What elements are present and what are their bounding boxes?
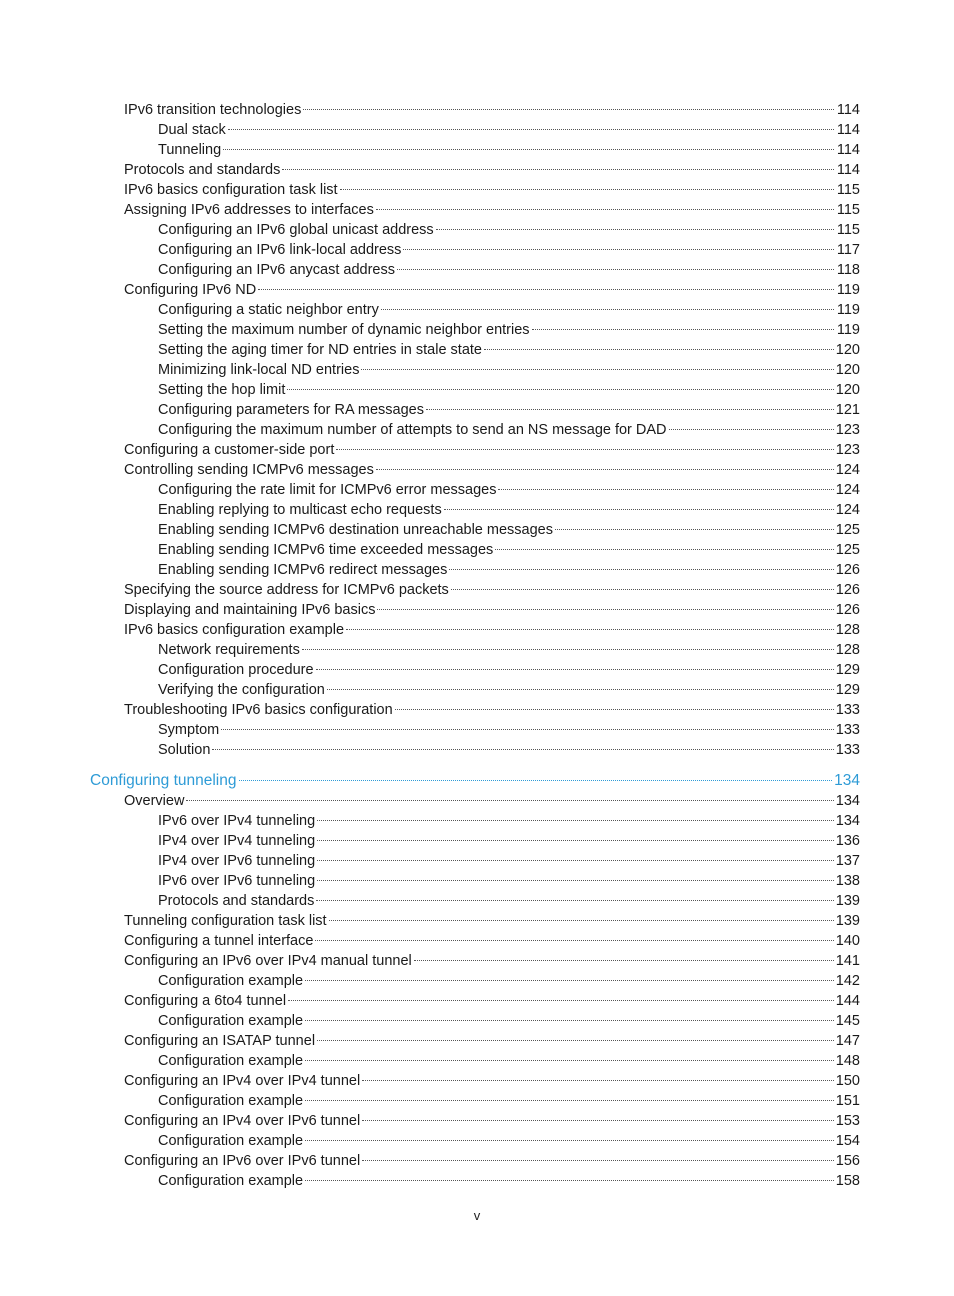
dot-leader (305, 1100, 834, 1101)
toc-entry-title: Configuration example (158, 1053, 304, 1069)
dot-leader (414, 960, 834, 961)
toc-entry-page: 125 (835, 522, 860, 538)
toc-entry-page: 142 (835, 973, 860, 989)
dot-leader (436, 229, 834, 230)
dot-leader (329, 920, 834, 921)
dot-leader (317, 820, 834, 821)
dot-leader (395, 709, 834, 710)
toc-entry[interactable] (0, 260, 954, 280)
toc-entry[interactable] (0, 1031, 954, 1051)
toc-entry-title: Troubleshooting IPv6 basics configuration (124, 702, 393, 718)
toc-entry[interactable] (0, 1011, 954, 1031)
toc-entry-page: 151 (835, 1093, 860, 1109)
toc-entry-title: Overview (124, 793, 185, 809)
dot-leader (212, 749, 833, 750)
page-number-footer: v (473, 1208, 481, 1223)
toc-entry[interactable] (0, 740, 954, 760)
toc-entry-page: 115 (836, 202, 860, 218)
toc-entry[interactable] (0, 200, 954, 220)
toc-entry-title: Configuring a tunnel interface (124, 933, 314, 949)
toc-entry-page: 129 (835, 662, 860, 678)
toc-entry[interactable] (0, 520, 954, 540)
toc-entry[interactable] (0, 360, 954, 380)
dot-leader (451, 589, 834, 590)
dot-leader (397, 269, 834, 270)
dot-leader (498, 489, 833, 490)
toc-entry-title: Displaying and maintaining IPv6 basics (124, 602, 376, 618)
dot-leader (377, 609, 833, 610)
toc-entry-title: Setting the maximum number of dynamic neighbor entries (158, 322, 530, 338)
toc-entry[interactable] (0, 811, 954, 831)
dot-leader (484, 349, 834, 350)
toc-entry[interactable] (0, 500, 954, 520)
toc-entry-page: 120 (835, 382, 860, 398)
toc-entry-page: 133 (835, 722, 860, 738)
dot-leader (305, 1020, 834, 1021)
toc-entry-title: Tunneling (158, 142, 222, 158)
toc-entry-title: Configuring an IPv4 over IPv4 tunnel (124, 1073, 361, 1089)
toc-entry-page: 134 (835, 813, 860, 829)
dot-leader (239, 780, 833, 781)
toc-entry[interactable] (0, 660, 954, 680)
toc-entry-page: 115 (836, 182, 860, 198)
dot-leader (340, 189, 834, 190)
dot-leader (317, 840, 834, 841)
toc-entry[interactable] (0, 640, 954, 660)
toc-entry[interactable] (0, 580, 954, 600)
toc-entry[interactable] (0, 891, 954, 911)
toc-entry-page: 125 (835, 542, 860, 558)
toc-entry-page: 124 (835, 482, 860, 498)
toc-entry-page: 117 (836, 242, 860, 258)
toc-entry-page: 123 (835, 442, 860, 458)
toc-entry-page: 145 (835, 1013, 860, 1029)
toc-entry-title: Configuration example (158, 1093, 304, 1109)
toc-entry[interactable] (0, 620, 954, 640)
toc-entry[interactable] (0, 280, 954, 300)
toc-entry[interactable] (0, 851, 954, 871)
toc-entry-title: IPv6 over IPv4 tunneling (158, 813, 316, 829)
toc-entry[interactable] (0, 600, 954, 620)
toc-entry-page: 128 (835, 642, 860, 658)
toc-entry-page: 119 (836, 322, 860, 338)
toc-entry-page: 128 (835, 622, 860, 638)
toc-entry-title: Setting the hop limit (158, 382, 286, 398)
dot-leader (303, 109, 834, 110)
toc-entry-title: Configuring tunneling (90, 772, 237, 789)
dot-leader (495, 549, 833, 550)
dot-leader (362, 1080, 834, 1081)
dot-leader (228, 129, 834, 130)
dot-leader (287, 389, 833, 390)
toc-entry-page: 119 (836, 302, 860, 318)
toc-entry-page: 114 (836, 102, 860, 118)
toc-entry-title: IPv4 over IPv6 tunneling (158, 853, 316, 869)
dot-leader (669, 429, 834, 430)
toc-entry-page: 141 (835, 953, 860, 969)
dot-leader (426, 409, 834, 410)
toc-entry-page: 115 (836, 222, 860, 238)
toc-entry-title: Configuring a customer-side port (124, 442, 335, 458)
toc-entry-page: 158 (835, 1173, 860, 1189)
dot-leader (327, 689, 834, 690)
toc-entry-page: 137 (835, 853, 860, 869)
toc-entry-title: IPv6 basics configuration task list (124, 182, 338, 198)
toc-entry[interactable] (0, 120, 954, 140)
toc-entry-page: 126 (835, 562, 860, 578)
toc-entry[interactable] (0, 1071, 954, 1091)
toc-entry-title: Assigning IPv6 addresses to interfaces (124, 202, 374, 218)
toc-entry-page: 129 (835, 682, 860, 698)
toc-entry[interactable] (0, 700, 954, 720)
toc-entry[interactable] (0, 991, 954, 1011)
dot-leader (555, 529, 834, 530)
dot-leader (305, 1180, 834, 1181)
dot-leader (403, 249, 834, 250)
toc-entry[interactable] (0, 951, 954, 971)
toc-entry-title: Configuring an ISATAP tunnel (124, 1033, 316, 1049)
dot-leader (362, 1120, 834, 1121)
toc-entry[interactable] (0, 911, 954, 931)
toc-entry-page: 139 (835, 913, 860, 929)
dot-leader (316, 669, 834, 670)
dot-leader (317, 880, 834, 881)
toc-entry-title: Network requirements (158, 642, 300, 658)
toc-entry-title: Enabling sending ICMPv6 destination unreachable messages (158, 522, 553, 538)
toc-entry[interactable] (0, 100, 954, 120)
toc-entry[interactable] (0, 240, 954, 260)
dot-leader (532, 329, 834, 330)
toc-entry[interactable] (0, 1111, 954, 1131)
toc-entry-title: Configuring an IPv6 over IPv4 manual tunnel (124, 953, 412, 969)
toc-entry-page: 121 (835, 402, 860, 418)
toc-entry-page: 123 (835, 422, 860, 438)
toc-entry-title: Configuration example (158, 973, 304, 989)
toc-entry-title: Configuring IPv6 ND (124, 282, 257, 298)
dot-leader (376, 469, 834, 470)
toc-entry[interactable] (0, 180, 954, 200)
toc-entry-page: 144 (835, 993, 860, 1009)
toc-entry-title: Specifying the source address for ICMPv6 packets (124, 582, 449, 598)
toc-entry-page: 139 (835, 893, 860, 909)
toc-entry[interactable] (0, 871, 954, 891)
toc-entry-page: 136 (835, 833, 860, 849)
toc-entry-page: 124 (835, 462, 860, 478)
toc-entry-page: 150 (835, 1073, 860, 1089)
toc-entry-title: Configuring an IPv6 link-local address (158, 242, 402, 258)
toc-entry-page: 133 (835, 702, 860, 718)
toc-entry-page: 148 (835, 1053, 860, 1069)
toc-entry-page: 120 (835, 342, 860, 358)
dot-leader (288, 1000, 834, 1001)
toc-entry-title: Configuration procedure (158, 662, 314, 678)
toc-entry-title: Configuration example (158, 1013, 304, 1029)
toc-entry-title: Configuring the rate limit for ICMPv6 error messages (158, 482, 497, 498)
dot-leader (223, 149, 834, 150)
toc-entry-title: Configuring an IPv4 over IPv6 tunnel (124, 1113, 361, 1129)
toc-entry-title: IPv4 over IPv4 tunneling (158, 833, 316, 849)
table-of-contents (0, 100, 954, 1191)
toc-entry-page: 114 (836, 142, 860, 158)
dot-leader (305, 1060, 834, 1061)
toc-entry-page: 153 (835, 1113, 860, 1129)
dot-leader (316, 900, 833, 901)
toc-entry[interactable] (0, 540, 954, 560)
toc-entry-page: 134 (835, 793, 860, 809)
toc-entry-page: 154 (835, 1133, 860, 1149)
toc-entry[interactable] (0, 320, 954, 340)
toc-entry[interactable] (0, 300, 954, 320)
toc-entry-page: 156 (835, 1153, 860, 1169)
toc-entry-title: Protocols and standards (124, 162, 281, 178)
toc-entry-title: IPv6 transition technologies (124, 102, 302, 118)
toc-entry[interactable] (0, 1131, 954, 1151)
dot-leader (258, 289, 834, 290)
dot-leader (361, 369, 833, 370)
dot-leader (282, 169, 834, 170)
toc-entry[interactable] (0, 140, 954, 160)
toc-entry-title: Dual stack (158, 122, 226, 138)
dot-leader (186, 800, 833, 801)
toc-entry-page: 114 (836, 122, 860, 138)
toc-entry-title: Minimizing link-local ND entries (158, 362, 360, 378)
dot-leader (346, 629, 834, 630)
toc-entry[interactable] (0, 931, 954, 951)
toc-entry[interactable] (0, 220, 954, 240)
toc-entry[interactable] (0, 560, 954, 580)
toc-entry[interactable] (0, 680, 954, 700)
toc-entry[interactable] (0, 380, 954, 400)
toc-entry[interactable] (0, 971, 954, 991)
toc-entry-title: Setting the aging timer for ND entries in stale state (158, 342, 482, 358)
toc-entry-title: Configuration example (158, 1173, 304, 1189)
toc-entry[interactable] (0, 480, 954, 500)
dot-leader (317, 1040, 834, 1041)
toc-entry-title: Configuring an IPv6 over IPv6 tunnel (124, 1153, 361, 1169)
toc-entry-page: 114 (836, 162, 860, 178)
toc-entry[interactable] (0, 440, 954, 460)
toc-entry-title: Tunneling configuration task list (124, 913, 327, 929)
toc-entry-title: IPv6 basics configuration example (124, 622, 345, 638)
toc-chapter-entry[interactable] (0, 770, 954, 791)
dot-leader (302, 649, 834, 650)
dot-leader (315, 940, 833, 941)
toc-entry[interactable] (0, 400, 954, 420)
toc-entry-page: 126 (835, 582, 860, 598)
toc-entry-title: Configuring a 6to4 tunnel (124, 993, 287, 1009)
toc-entry-title: Configuring parameters for RA messages (158, 402, 424, 418)
toc-entry-title: Configuration example (158, 1133, 304, 1149)
toc-entry-title: Configuring an IPv6 global unicast address (158, 222, 434, 238)
toc-entry[interactable] (0, 720, 954, 740)
dot-leader (305, 1140, 834, 1141)
toc-entry-page: 147 (835, 1033, 860, 1049)
toc-entry[interactable] (0, 1151, 954, 1171)
toc-entry-page: 134 (834, 772, 860, 789)
dot-leader (317, 860, 834, 861)
toc-entry[interactable] (0, 160, 954, 180)
toc-entry[interactable] (0, 791, 954, 811)
toc-entry-title: Verifying the configuration (158, 682, 325, 698)
toc-entry-page: 138 (835, 873, 860, 889)
toc-entry-page: 124 (835, 502, 860, 518)
dot-leader (336, 449, 833, 450)
toc-entry-title: IPv6 over IPv6 tunneling (158, 873, 316, 889)
toc-entry-title: Controlling sending ICMPv6 messages (124, 462, 374, 478)
toc-entry-page: 126 (835, 602, 860, 618)
dot-leader (449, 569, 833, 570)
toc-entry-title: Protocols and standards (158, 893, 315, 909)
toc-entry-title: Solution (158, 742, 211, 758)
toc-entry-page: 133 (835, 742, 860, 758)
toc-entry[interactable] (0, 1051, 954, 1071)
toc-entry[interactable] (0, 1091, 954, 1111)
dot-leader (362, 1160, 834, 1161)
toc-entry[interactable] (0, 420, 954, 440)
toc-entry-page: 120 (835, 362, 860, 378)
toc-entry-page: 140 (835, 933, 860, 949)
toc-entry[interactable] (0, 831, 954, 851)
toc-entry-page: 119 (836, 282, 860, 298)
toc-entry-title: Symptom (158, 722, 220, 738)
dot-leader (305, 980, 834, 981)
toc-entry[interactable] (0, 1171, 954, 1191)
toc-entry-title: Enabling sending ICMPv6 time exceeded messages (158, 542, 494, 558)
dot-leader (221, 729, 834, 730)
toc-entry-page: 118 (836, 262, 860, 278)
dot-leader (381, 309, 834, 310)
toc-entry[interactable] (0, 340, 954, 360)
toc-entry[interactable] (0, 460, 954, 480)
dot-leader (376, 209, 834, 210)
toc-entry-title: Enabling replying to multicast echo requests (158, 502, 442, 518)
dot-leader (444, 509, 834, 510)
toc-entry-title: Configuring an IPv6 anycast address (158, 262, 395, 278)
toc-entry-title: Enabling sending ICMPv6 redirect messages (158, 562, 448, 578)
toc-entry-title: Configuring the maximum number of attempts to send an NS message for DAD (158, 422, 667, 438)
toc-entry-title: Configuring a static neighbor entry (158, 302, 379, 318)
